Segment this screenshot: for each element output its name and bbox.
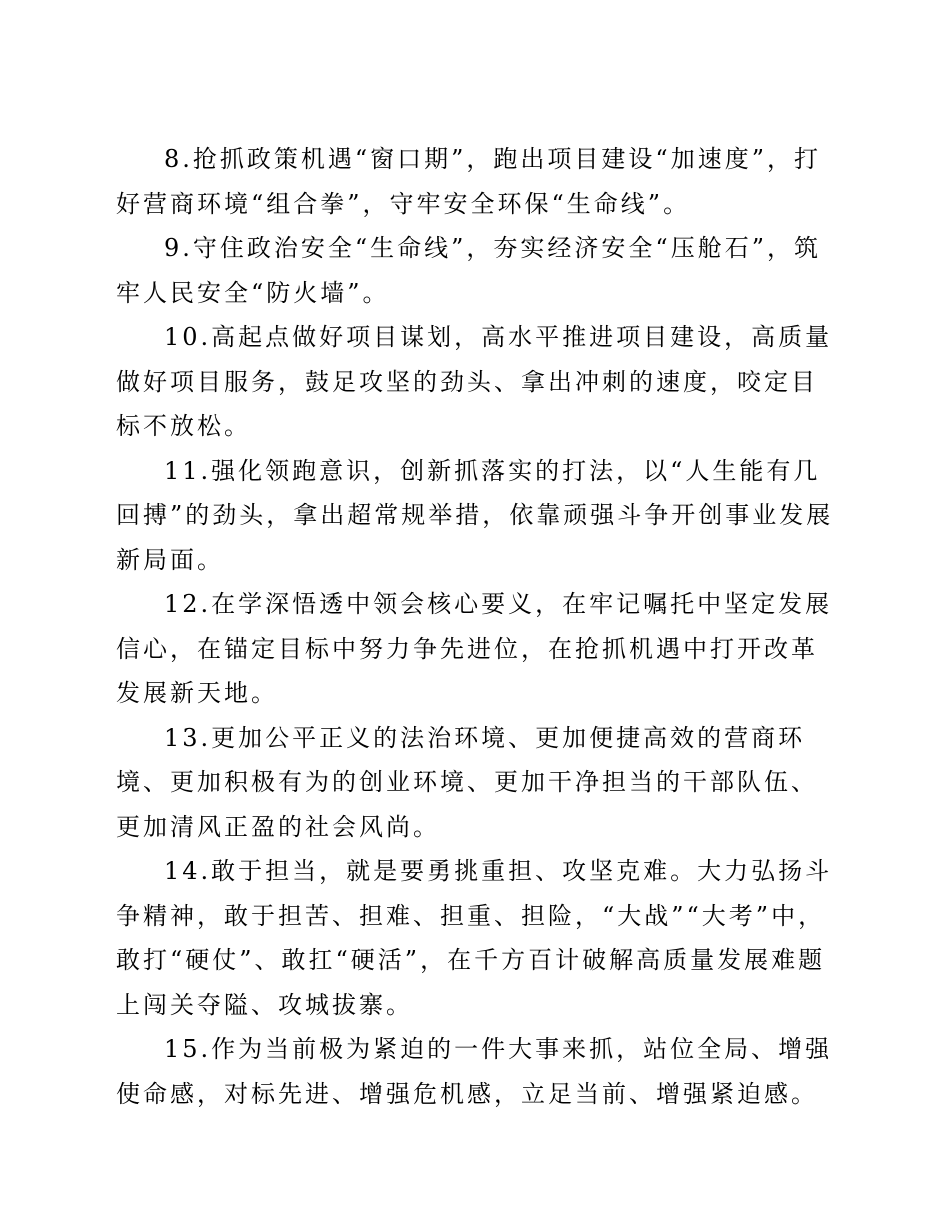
paragraph-12: 12.在学深悟透中领会核心要义，在牢记嘱托中坚定发展信心，在锚定目标中努力争先进位，在抢抓机遇中打开改革发展新天地。	[116, 590, 833, 707]
paragraph-13: 13.更加公平正义的法治环境、更加便捷高效的营商环境、更加积极有为的创业环境、更加干净担当的干部队伍、更加清风正盈的社会风尚。	[116, 723, 818, 841]
paragraph-9: 9.守住政治安全“生命线”，夯实经济安全“压舱石”，筑牢人民安全“防火墙”。	[116, 234, 821, 307]
paragraph-10: 10.高起点做好项目谋划，高水平推进项目建设，高质量做好项目服务，鼓足攻坚的劲头、拿出冲刺的速度，咬定目标不放松。	[116, 323, 833, 440]
paragraph-11: 11.强化领跑意识，创新抓落实的打法，以“人生能有几回搏”的劲头，拿出超常规举措，依靠顽强斗争开创事业发展新局面。	[116, 456, 834, 574]
paragraph-8: 8.抢抓政策机遇“窗口期”，跑出项目建设“加速度”，打好营商环境“组合拳”，守牢安全环保“生命线”。	[116, 145, 821, 218]
paragraph-15: 15.作为当前极为紧迫的一件大事来抓，站位全局、增强使命感，对标先进、增强危机感，立足当前、增强紧迫感。	[116, 1035, 833, 1108]
paragraph-14: 14.敢于担当，就是要勇挑重担、攻坚克难。大力弘扬斗争精神，敢于担苦、担难、担重、担险，“大战”“大考”中，敢打“硬仗”、敢扛“硬活”，在千方百计破解高质量发展难题上闯关夺隘、攻城拔寨。	[116, 857, 833, 1019]
document-body	[116, 137, 836, 1116]
